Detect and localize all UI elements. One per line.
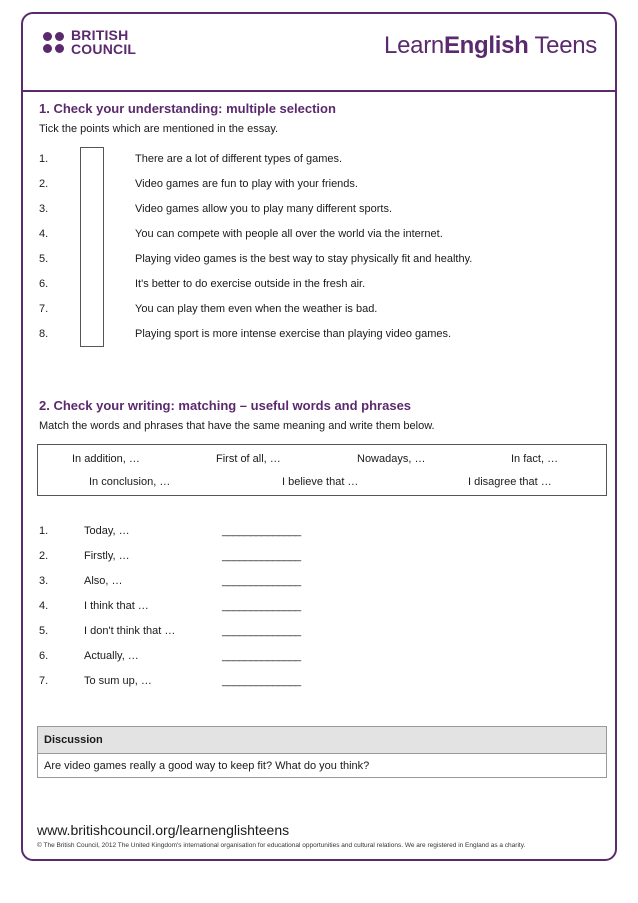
answer-blank[interactable]: ______________	[222, 525, 301, 537]
item-number: 8.	[39, 328, 49, 340]
list-item	[39, 172, 599, 197]
answer-blank[interactable]: ______________	[222, 675, 301, 687]
table-row	[39, 575, 439, 595]
item-number: 3.	[39, 575, 49, 587]
item-number: 3.	[39, 203, 49, 215]
word-bank	[37, 444, 607, 496]
list-item	[39, 297, 599, 322]
item-number: 7.	[39, 675, 49, 687]
item-number: 1.	[39, 525, 49, 537]
word-bank-item: I disagree that …	[468, 476, 552, 488]
table-row	[39, 625, 439, 645]
item-text: You can play them even when the weather is bad.	[135, 303, 378, 315]
word-bank-item: I believe that …	[282, 476, 359, 488]
table-row	[39, 650, 439, 670]
word-bank-item: In addition, …	[72, 453, 140, 465]
item-text: You can compete with people all over the world via the internet.	[135, 228, 443, 240]
section2-instruction: Match the words and phrases that have the same meaning and write them below.	[39, 420, 435, 432]
list-item	[39, 147, 599, 172]
discussion-question: Are video games really a good way to keep fit? What do you think?	[44, 760, 370, 772]
item-text: To sum up, …	[84, 675, 152, 687]
discussion-box	[37, 726, 607, 778]
item-text: There are a lot of different types of games.	[135, 153, 343, 165]
item-number: 6.	[39, 650, 49, 662]
answer-blank[interactable]: ______________	[222, 600, 301, 612]
list-item	[39, 322, 599, 347]
answer-blank[interactable]: ______________	[222, 575, 301, 587]
worksheet-page	[21, 12, 617, 861]
answer-blank[interactable]: ______________	[222, 550, 301, 562]
british-council-dots-icon	[43, 32, 64, 53]
list-item	[39, 247, 599, 272]
tick-box[interactable]	[80, 272, 104, 297]
header-divider	[23, 90, 615, 92]
section1-title: 1. Check your understanding: multiple selection	[39, 101, 336, 116]
answer-blank[interactable]: ______________	[222, 625, 301, 637]
tick-box[interactable]	[80, 147, 104, 172]
item-text: Actually, …	[84, 650, 139, 662]
logo-line-1: BRITISH	[71, 27, 129, 43]
word-bank-item: Nowadays, …	[357, 453, 426, 465]
item-text: Playing sport is more intense exercise than playing video games.	[135, 328, 452, 340]
item-number: 2.	[39, 550, 49, 562]
tick-box[interactable]	[80, 197, 104, 222]
tick-box[interactable]	[80, 172, 104, 197]
british-council-logo	[43, 28, 136, 56]
logo-teens: Teens	[528, 32, 597, 59]
tick-box[interactable]	[80, 222, 104, 247]
tick-box[interactable]	[80, 247, 104, 272]
item-text: Also, …	[84, 575, 123, 587]
item-number: 6.	[39, 278, 49, 290]
footer-url[interactable]: www.britishcouncil.org/learnenglishteens	[37, 822, 290, 838]
item-text: I think that …	[84, 600, 149, 612]
item-number: 5.	[39, 625, 49, 637]
item-text: I don't think that …	[84, 625, 176, 637]
item-number: 2.	[39, 178, 49, 190]
section1-instruction: Tick the points which are mentioned in the essay.	[39, 123, 279, 135]
logo-english: English	[443, 32, 529, 59]
footer-copyright: © The British Council, 2012 The United Kingdom's international organisation for educational opportunities and cultural relations. We are registered in England as a charity.	[37, 842, 526, 849]
item-text: Video games allow you to play many different sports.	[135, 203, 393, 215]
discussion-heading: Discussion	[38, 727, 606, 754]
item-text: Video games are fun to play with your friends.	[135, 178, 358, 190]
word-bank-item: In fact, …	[511, 453, 559, 465]
word-bank-item: In conclusion, …	[89, 476, 171, 488]
item-number: 7.	[39, 303, 49, 315]
tick-box[interactable]	[80, 322, 104, 347]
item-text: Firstly, …	[84, 550, 130, 562]
table-row	[39, 525, 439, 545]
table-row	[39, 675, 439, 695]
item-text: Today, …	[84, 525, 130, 537]
word-bank-item: First of all, …	[216, 453, 281, 465]
logo-line-2: COUNCIL	[71, 41, 137, 57]
section2-title: 2. Check your writing: matching – useful words and phrases	[39, 398, 412, 413]
item-number: 4.	[39, 228, 49, 240]
table-row	[39, 600, 439, 620]
list-item	[39, 272, 599, 297]
item-number: 4.	[39, 600, 49, 612]
list-item	[39, 222, 599, 247]
tick-box[interactable]	[80, 297, 104, 322]
list-item	[39, 197, 599, 222]
item-text: Playing video games is the best way to stay physically fit and healthy.	[135, 253, 473, 265]
answer-blank[interactable]: ______________	[222, 650, 301, 662]
item-number: 1.	[39, 153, 49, 165]
learnenglish-teens-logo	[384, 32, 597, 60]
item-text: It's better to do exercise outside in the fresh air.	[135, 278, 366, 290]
item-number: 5.	[39, 253, 49, 265]
logo-learn: Learn	[384, 32, 444, 59]
table-row	[39, 550, 439, 570]
